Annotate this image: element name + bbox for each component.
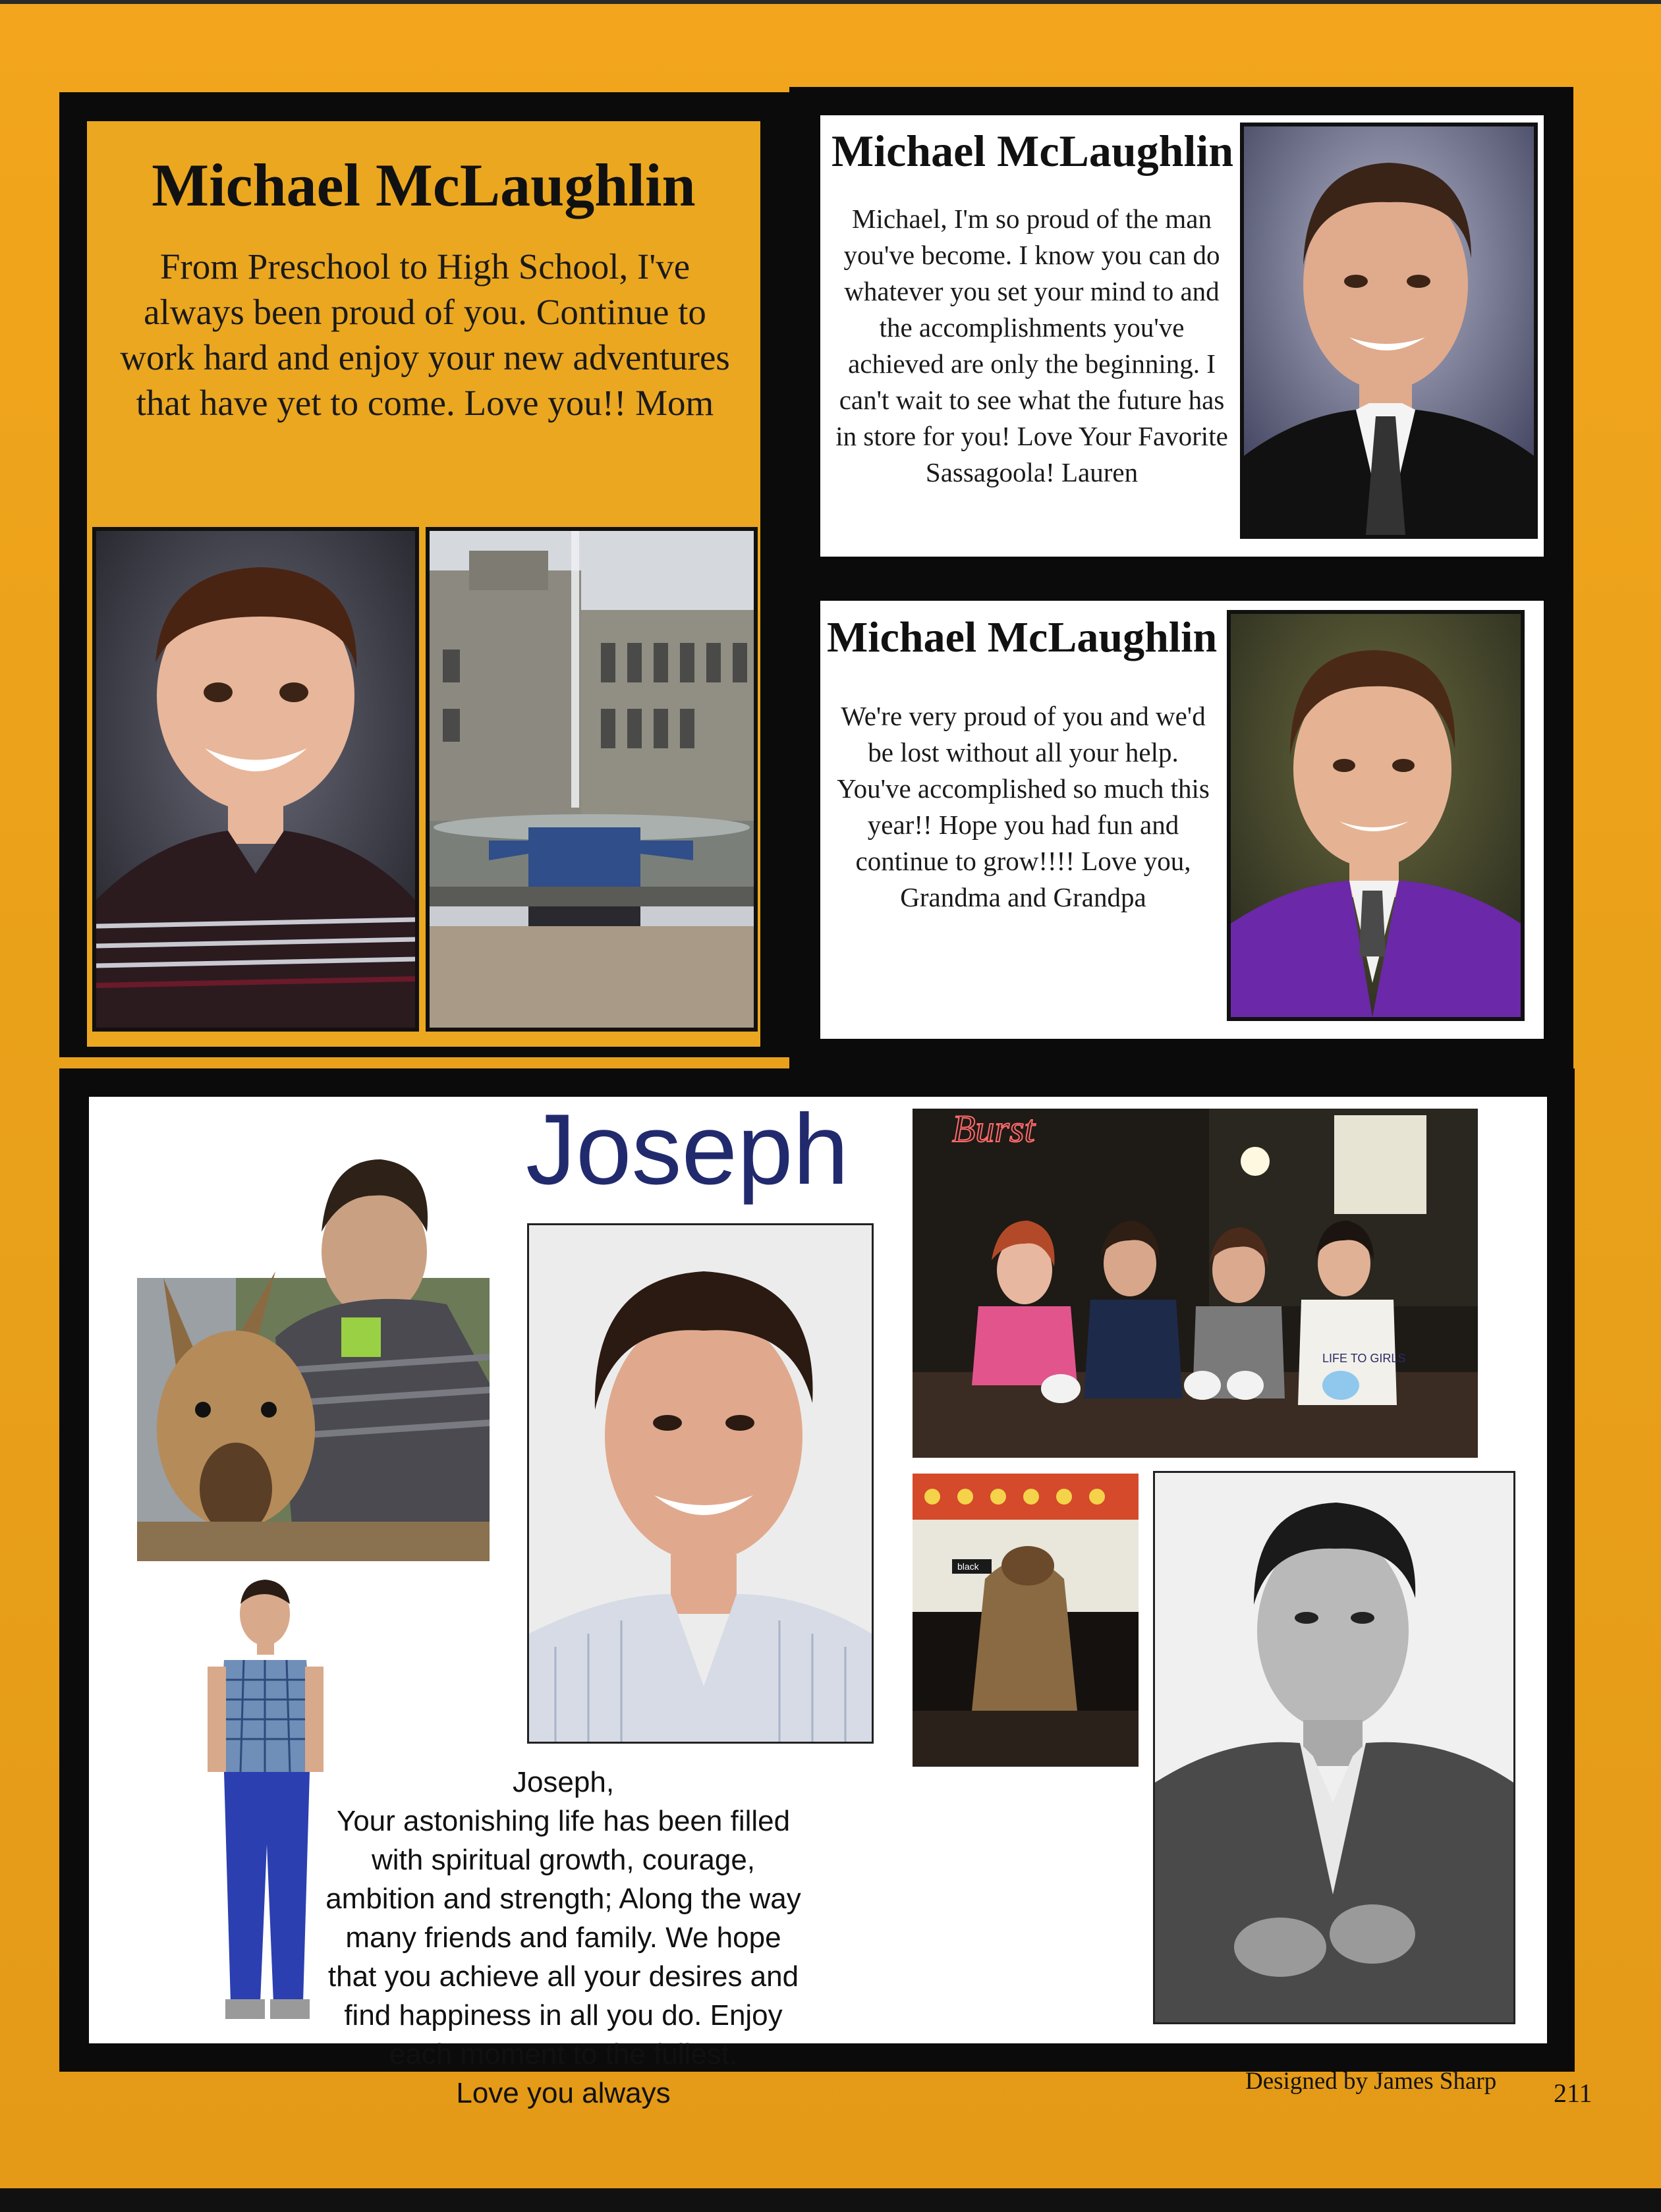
ad-joseph-salutation: Joseph, bbox=[512, 1766, 615, 1798]
page-number: 211 bbox=[1554, 2078, 1592, 2108]
black-and-white-portrait-photo bbox=[1153, 1471, 1515, 2024]
sign-text: black bbox=[957, 1561, 979, 1572]
preschool-portrait-photo bbox=[92, 527, 419, 1032]
friends-frozen-yogurt-photo bbox=[913, 1109, 1478, 1458]
ad-grandparents-message: We're very proud of you and we'd be lost without all your help. You've accomplished so much this year!! Hope you had fun and continue to grow!!!! Love you, Grandma and Grandpa bbox=[837, 701, 1210, 912]
llama-selfie-photo bbox=[137, 1120, 490, 1561]
costume-photo bbox=[913, 1474, 1139, 1767]
headshot-photo bbox=[527, 1223, 874, 1744]
senior-portrait-suit-photo bbox=[1240, 123, 1538, 539]
ad-grandparents-name: Michael McLaughlin bbox=[827, 613, 1218, 661]
ad-joseph-title: Joseph bbox=[526, 1093, 849, 1205]
ad-joseph-message-block bbox=[323, 1763, 804, 2113]
scan-edge-bottom bbox=[0, 2188, 1661, 2212]
ad-lauren-message: Michael, I'm so proud of the man you've become. I know you can do whatever you set your mind to and the accomplishments you've achieved are only the beginning. I can't wait to see what the future has in store for you! Love Your Favorite Sassagoola! Lauren bbox=[835, 204, 1228, 487]
neon-sign-text: Burst bbox=[952, 1109, 1035, 1150]
ad-mom-name: Michael McLaughlin bbox=[152, 152, 696, 219]
ad-lauren-name: Michael McLaughlin bbox=[831, 126, 1234, 176]
ad-joseph-message: Your astonishing life has been filled with spiritual growth, courage, ambition and strength; Along the way many friends and family. We hope that you achieve all your desires and find happiness in all you do. Enjoy each moment to the fullest. bbox=[325, 1805, 801, 2070]
graduation-portrait-photo bbox=[1227, 610, 1525, 1021]
ad-joseph-closing: Love you always bbox=[456, 2077, 671, 2109]
scan-edge-top bbox=[0, 0, 1661, 4]
castle-fountain-photo bbox=[426, 527, 758, 1032]
full-body-photo bbox=[184, 1568, 343, 2035]
ad-mom-message: From Preschool to High School, I've always been proud of you. Continue to work hard and enjoy your new adventures that have yet to come. Love you!! Mom bbox=[120, 246, 730, 423]
shirt-text: LIFE TO GIRLS bbox=[1322, 1352, 1406, 1365]
designer-credit: Designed by James Sharp bbox=[1245, 2068, 1497, 2095]
